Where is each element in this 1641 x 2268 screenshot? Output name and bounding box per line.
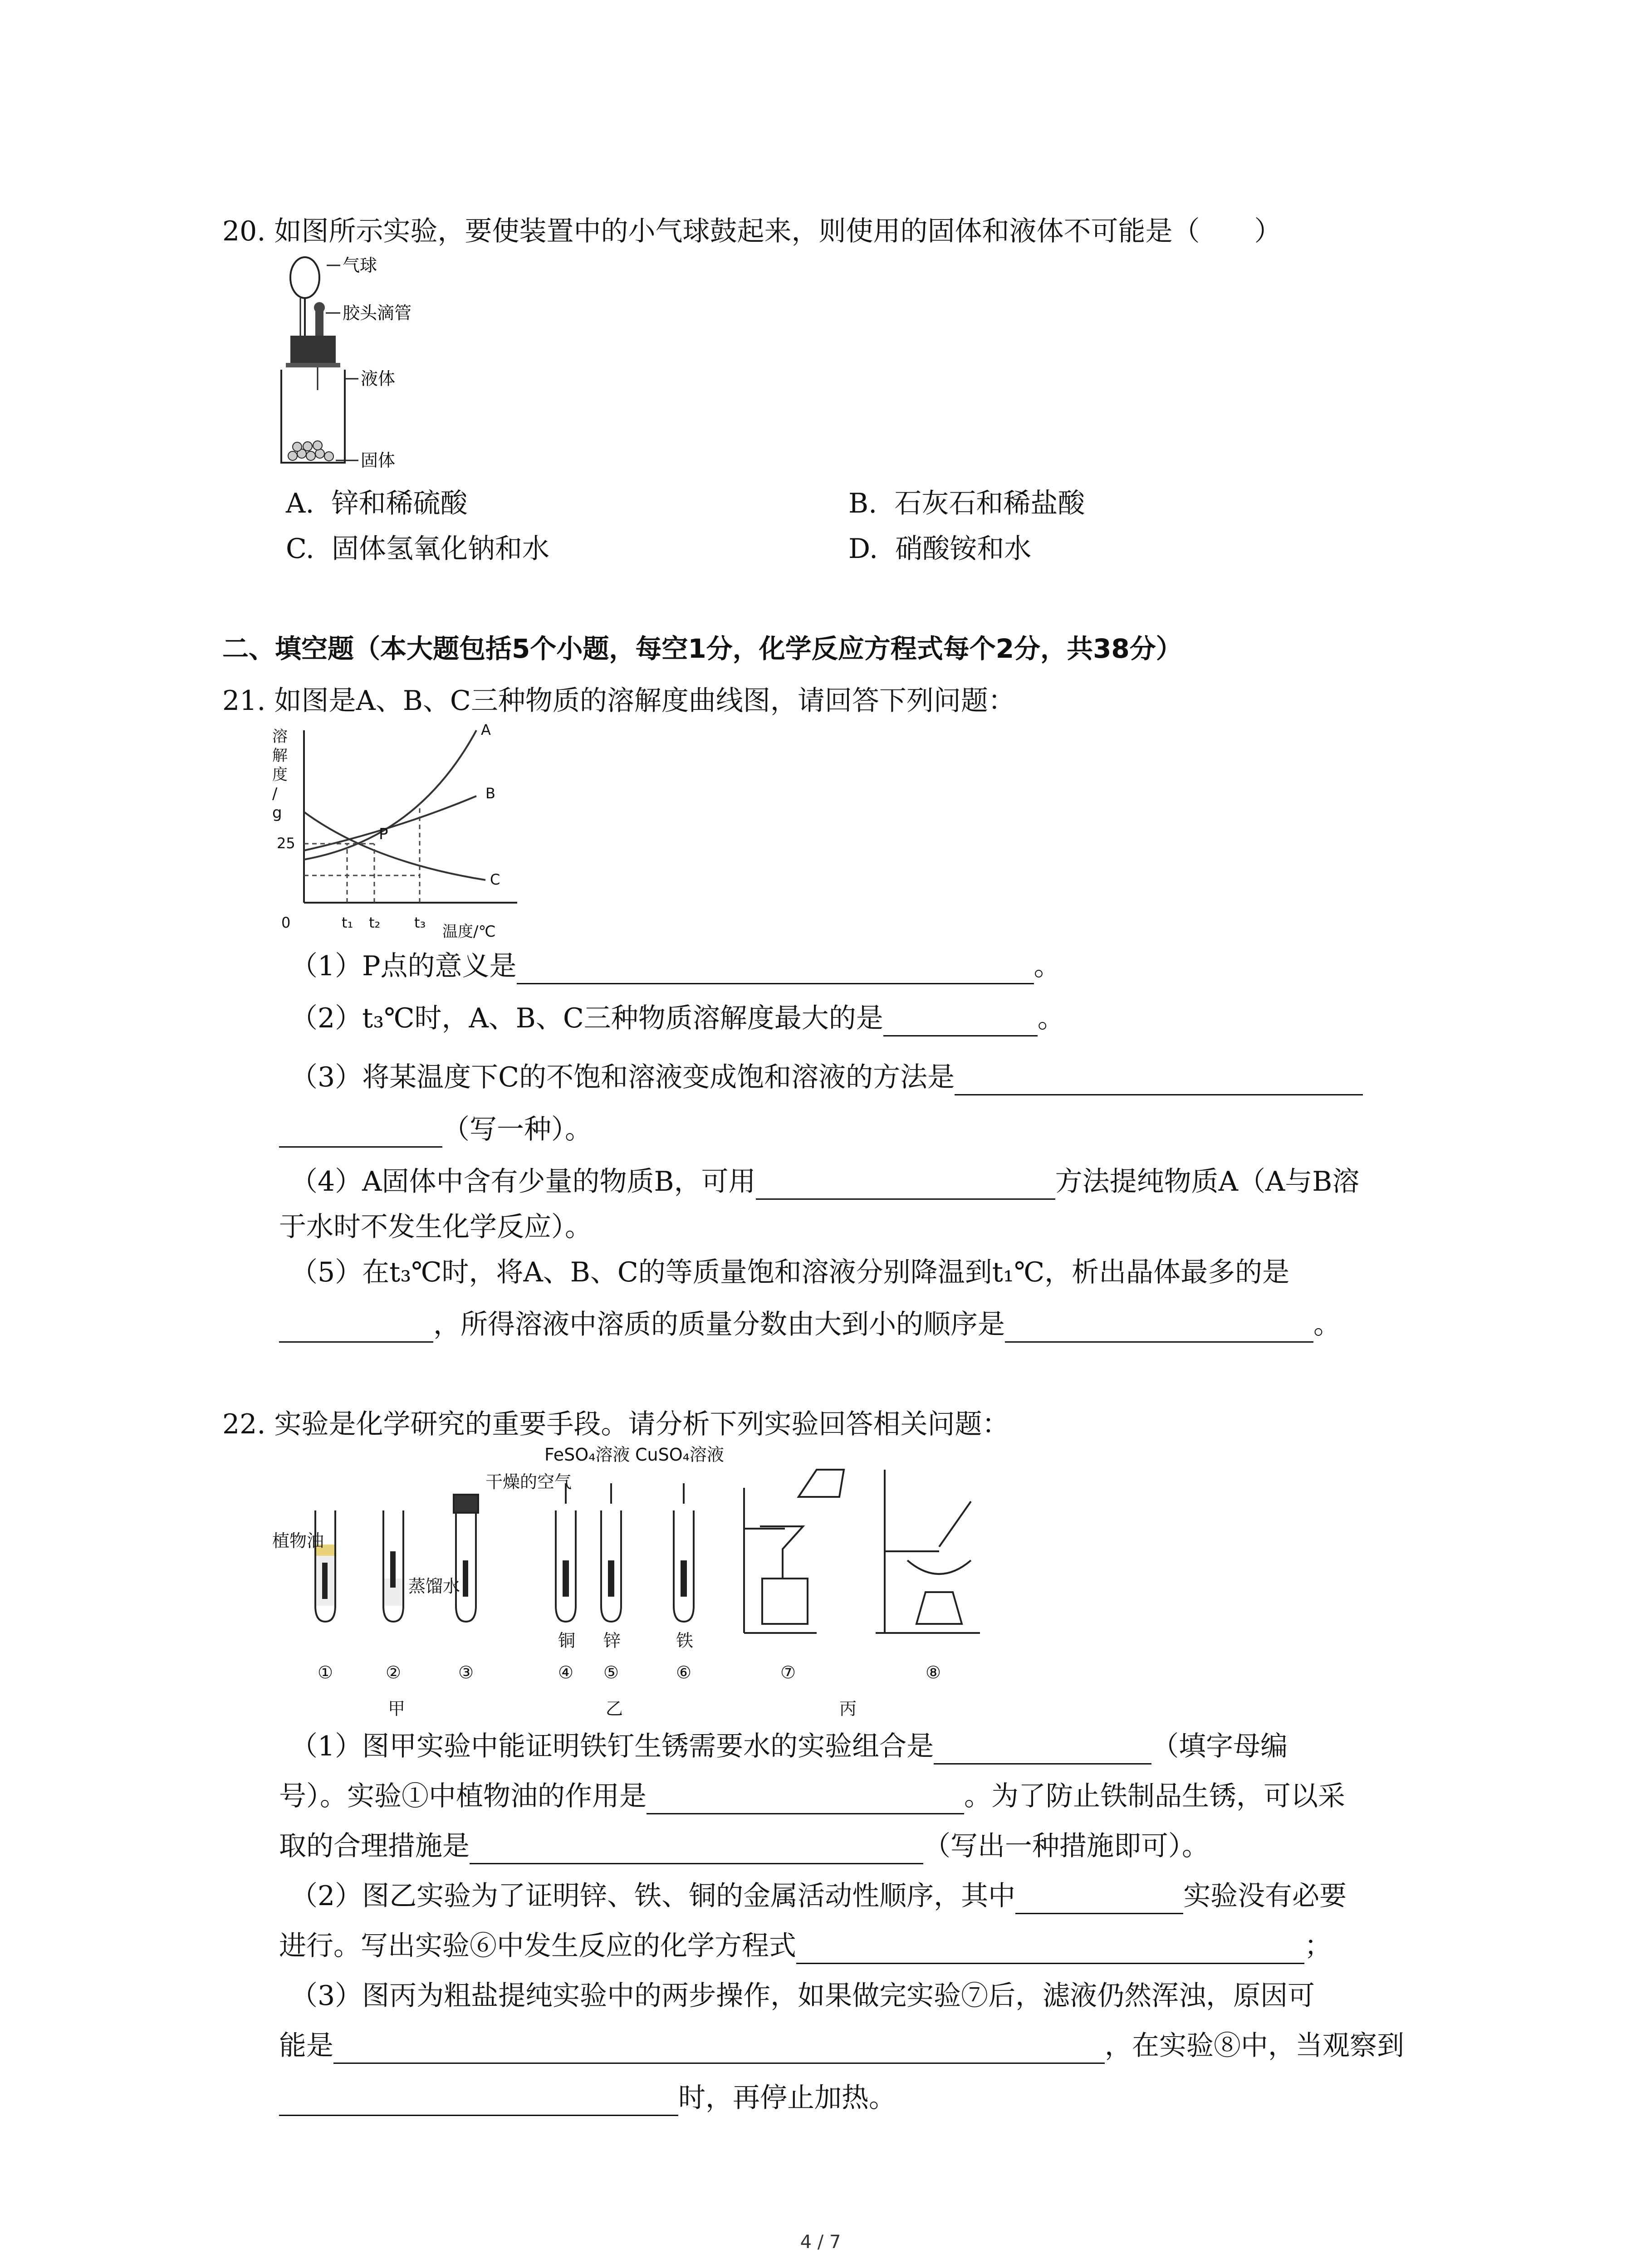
part-text: （2）t₃℃时，A、B、C三种物质溶解度最大的是 [290,1002,883,1034]
q21-part4-cont: 于水时不发生化学反应）。 [279,1211,592,1243]
part-text: （填字母编 [1151,1730,1288,1762]
q22-part1-cont2 [279,1828,1209,1864]
option-text: 硝酸铵和水 [895,533,1032,565]
answer-blank[interactable] [955,1066,1363,1095]
q21-part3 [290,1059,1363,1095]
x-tick-label: t₂ [369,914,381,931]
part-text: ； [1304,1930,1332,1962]
answer-blank[interactable] [333,2034,1105,2064]
option-letter: B. [848,488,877,519]
balloon-apparatus-figure [272,254,499,481]
q21-part5-cont [279,1306,1341,1343]
part-text: 能是 [279,2030,333,2062]
part-text: ，在实验⑧中，当观察到 [1105,2030,1404,2062]
x-axis-label: 温度/℃ [442,923,496,939]
tube-number: ⑧ [926,1662,941,1682]
q20-option-b[interactable] [848,485,1085,522]
part-text: 。为了防止铁制品生锈，可以采 [964,1780,1345,1812]
answer-blank[interactable] [934,1735,1151,1765]
page-number: 4 / 7 [800,2232,841,2253]
series-line-b [304,796,476,850]
option-text: 石灰石和稀盐酸 [894,488,1085,519]
answer-blank[interactable] [279,2087,678,2116]
group-label: 丙 [839,1699,857,1719]
part-text: （2）图乙实验为了证明锌、铁、铜的金属活动性顺序，其中 [290,1880,1016,1912]
part-text: 。 [1037,1002,1065,1034]
answer-blank[interactable] [883,1007,1038,1036]
part-text: 。 [1034,950,1061,982]
tube-number: ① [318,1662,333,1682]
answer-blank[interactable] [647,1785,964,1814]
liquid-label: 液体 [361,369,396,389]
q21-part1 [290,948,1061,984]
dropper-label: 胶头滴管 [343,303,412,323]
x-tick-label: t₃ [414,914,426,931]
option-letter: D. [848,533,878,565]
fe-label: 铁 [676,1631,694,1651]
experiment-figure [272,1442,1021,1733]
x-tick-label: t₁ [342,914,353,931]
part-text: 时，再停止加热。 [678,2082,896,2114]
y-axis-label-char: 溶 [272,728,288,746]
part-text: 号）。实验①中植物油的作用是 [279,1780,647,1812]
q20-stem: 20. 如图所示实验，要使装置中的小气球鼓起来，则使用的固体和液体不可能是（ ） [222,215,1282,247]
part-text: 方法提纯物质A（A与B溶 [1055,1166,1360,1198]
zn-label: 锌 [603,1631,621,1651]
oil-label: 植物油 [272,1531,324,1551]
q22-part3: （3）图丙为粗盐提纯实验中的两步操作，如果做完实验⑦后，滤液仍然浑浊，原因可 [290,1980,1315,2012]
tube-number: ③ [458,1662,474,1682]
part-text: （1）图甲实验中能证明铁钉生锈需要水的实验组合是 [290,1730,934,1762]
part-text: （写一种）。 [442,1114,592,1145]
answer-blank[interactable] [756,1170,1055,1200]
part-text: （3）将某温度下C的不饱和溶液变成饱和溶液的方法是 [290,1061,955,1093]
section2-title: 二、填空题（本大题包括5个小题，每空1分，化学反应方程式每个2分，共38分） [222,633,1182,664]
q22-part3-cont [279,2028,1404,2064]
q22-part1-cont [279,1778,1345,1814]
dry-air-label: 干燥的空气 [485,1472,572,1492]
q21-stem: 21. 如图是A、B、C三种物质的溶解度曲线图，请回答下列问题： [222,685,1015,717]
q22-stem: 22. 实验是化学研究的重要手段。请分析下列实验回答相关问题： [222,1408,1009,1440]
series-label-b: B [485,785,495,802]
part-text: （写出一种措施即可）。 [923,1830,1209,1862]
q20-option-c[interactable] [286,531,549,567]
cuso4-label: CuSO₄溶液 [635,1445,724,1465]
series-label-a: A [481,721,491,738]
option-letter: A. [286,488,314,519]
part-text: ，所得溶液中溶质的质量分数由大到小的顺序是 [433,1309,1005,1340]
solubility-chart [272,721,535,939]
tube-number: ⑦ [780,1662,796,1682]
tube-number: ② [386,1662,402,1682]
part-text: 实验没有必要 [1183,1880,1347,1912]
point-label: P [379,825,388,843]
answer-blank[interactable] [1005,1313,1313,1343]
group-label: 乙 [606,1699,623,1719]
option-text: 固体氢氧化钠和水 [332,533,549,565]
feso4-label: FeSO₄溶液 [544,1445,630,1465]
q21-part4 [290,1163,1359,1200]
q22-part1 [290,1728,1288,1765]
cu-label: 铜 [558,1631,576,1651]
answer-blank[interactable] [279,1118,442,1148]
q20-option-d[interactable] [848,531,1031,567]
q21-part5: （5）在t₃℃时，将A、B、C的等质量饱和溶液分别降温到t₁℃，析出晶体最多的是 [290,1256,1290,1288]
part-text: （1）P点的意义是 [290,950,517,982]
y-axis-label-char: 解 [272,747,288,765]
q22-part3-cont2 [279,2080,896,2116]
q21-part2 [290,1000,1065,1036]
answer-blank[interactable] [517,955,1034,984]
origin-label: 0 [281,914,291,931]
q22-part2 [290,1878,1347,1914]
series-line-c [304,812,485,880]
y-tick-label: 25 [277,835,295,852]
y-axis-label-char: g [272,804,282,822]
answer-blank[interactable] [470,1835,923,1864]
q20-option-a[interactable] [286,485,468,522]
series-line-a [304,730,476,860]
y-axis-label-char: 度 [272,766,288,784]
tube-number: ⑥ [676,1662,692,1682]
answer-blank[interactable] [1015,1885,1183,1914]
tube-number: ⑤ [603,1662,619,1682]
group-label: 甲 [388,1699,406,1719]
option-text: 锌和稀硫酸 [331,488,468,519]
part-text: 。 [1313,1309,1341,1340]
series-label-c: C [490,871,500,888]
answer-blank[interactable] [279,1313,433,1343]
part-text: （4）A固体中含有少量的物质B，可用 [290,1166,756,1198]
y-axis-label-char: / [272,785,278,803]
water-label: 蒸馏水 [408,1576,460,1596]
q21-part3-cont [279,1111,592,1148]
answer-blank[interactable] [796,1935,1304,1964]
tube-number: ④ [558,1662,574,1682]
balloon-shape [290,257,319,298]
balloon-label: 气球 [343,255,377,275]
solid-label: 固体 [361,450,396,470]
option-letter: C. [286,533,314,565]
part-text: 进行。写出实验⑥中发生反应的化学方程式 [279,1930,796,1962]
part-text: 取的合理措施是 [279,1830,470,1862]
q22-part2-cont [279,1928,1332,1964]
